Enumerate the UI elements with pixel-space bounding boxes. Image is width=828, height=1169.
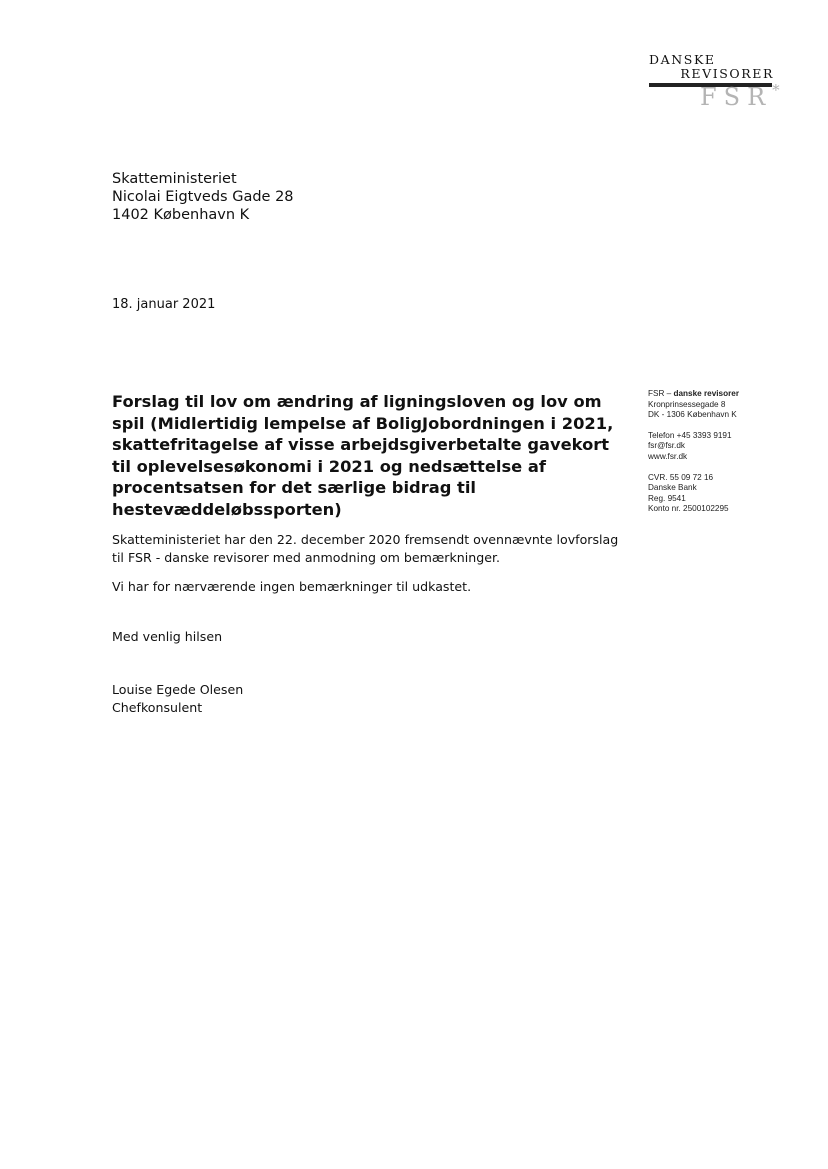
- title-line: hestevæddeløbssporten): [112, 499, 342, 519]
- letter-date: 18. januar 2021: [112, 297, 216, 312]
- sender-reg: Reg. 9541: [648, 493, 686, 503]
- logo-line-revisorer: REVISORER: [680, 66, 774, 81]
- recipient-city: 1402 København K: [112, 207, 250, 223]
- logo-mark-text: FSR: [700, 83, 773, 111]
- signature-role: Chefkonsulent: [112, 700, 203, 715]
- sender-org-prefix: FSR –: [648, 389, 674, 398]
- title-line: til oplevelsesøkonomi i 2021 og nedsættelse af: [112, 456, 546, 476]
- sender-city: DK - 1306 København K: [648, 410, 737, 420]
- sender-street: Kronprinsessegade 8: [648, 399, 726, 409]
- sender-web: www.fsr.dk: [648, 451, 688, 461]
- title-line: skattefritagelse af visse arbejdsgiverbetalte gavekort: [112, 435, 610, 454]
- sender-bank: [648, 473, 739, 515]
- recipient-street: Nicolai Eigtveds Gade 28: [112, 189, 294, 205]
- sender-cvr: CVR. 55 09 72 16: [648, 472, 714, 482]
- logo-star-icon: *: [772, 81, 780, 99]
- fsr-logo: [648, 52, 780, 112]
- letter-title: [112, 391, 622, 520]
- title-line: Forslag til lov om ændring af ligningsloven og lov om: [112, 392, 602, 411]
- sender-email: fsr@fsr.dk: [648, 441, 685, 451]
- sender-org: [648, 389, 739, 400]
- signature-name: Louise Egede Olesen: [112, 682, 244, 697]
- sender-address: [648, 389, 739, 421]
- sender-bank-name: Danske Bank: [648, 483, 697, 493]
- signature: [112, 681, 243, 717]
- sender-phone: Telefon +45 3393 9191: [648, 430, 732, 440]
- recipient-address: [112, 170, 294, 224]
- body-paragraph: [112, 531, 618, 567]
- body-paragraph: Vi har for nærværende ingen bemærkninger til udkastet.: [112, 579, 472, 594]
- recipient-name: Skatteministeriet: [112, 171, 237, 187]
- body-line: Skatteministeriet har den 22. december 2020 fremsendt ovennævnte lovforslag: [112, 532, 619, 547]
- sender-contact: [648, 431, 739, 463]
- sender-info: [648, 389, 739, 525]
- logo-line-danske: DANSKE: [649, 52, 716, 67]
- title-line: spil (Midlertidig lempelse af BoligJobordningen i 2021,: [112, 413, 614, 433]
- sender-account: Konto nr. 2500102295: [648, 504, 729, 514]
- letter-body: [112, 531, 619, 594]
- title-line: procentsatsen for det særlige bidrag til: [112, 478, 476, 497]
- logo-mark: [700, 81, 780, 111]
- sender-org-name: danske revisorer: [673, 389, 740, 398]
- body-line: til FSR - danske revisorer med anmodning om bemærkninger.: [112, 550, 500, 565]
- greeting: Med venlig hilsen: [112, 629, 223, 644]
